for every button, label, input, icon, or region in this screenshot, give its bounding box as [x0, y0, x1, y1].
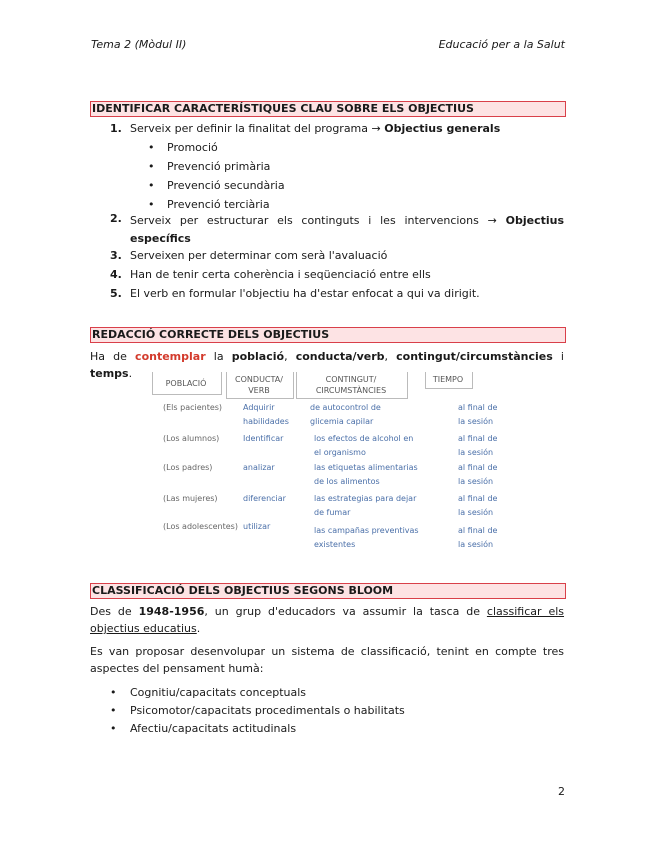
list-item: El verb en formular l'objectiu ha d'estar enfocat a qui va dirigit. — [130, 287, 480, 300]
sub-list-item: Prevenció secundària — [167, 179, 285, 192]
table-header: TIEMPO — [432, 375, 464, 384]
table-header: POBLACIÓ — [165, 379, 207, 388]
section-title-redaction: REDACCIÓ CORRECTE DELS OBJECTIUS — [90, 327, 566, 343]
table-cell: diferenciar — [243, 494, 286, 503]
bullet-icon: • — [148, 141, 155, 154]
list-number: 2. — [110, 212, 122, 225]
table-cell: (Los padres) — [163, 463, 213, 472]
bullet-icon: • — [148, 198, 155, 211]
list-item: Han de tenir certa coherència i seqüenciació entre ells — [130, 268, 431, 281]
list-item: Serveix per definir la finalitat del programa → Objectius generals — [130, 122, 501, 135]
list-number: 1. — [110, 122, 122, 135]
list-item: Serveixen per determinar com serà l'avaluació — [130, 249, 388, 262]
table-cell: al final de la sesión — [458, 494, 498, 517]
header-left: Tema 2 (Mòdul II) — [91, 38, 187, 51]
page-number: 2 — [558, 785, 565, 798]
table-cell: las estrategias para dejar de fumar — [314, 494, 417, 517]
table-cell: las campañas preventivas existentes — [314, 526, 419, 549]
section-title-characteristics: IDENTIFICAR CARACTERÍSTIQUES CLAU SOBRE ELS OBJECTIUS — [90, 101, 566, 117]
bullet-icon: • — [148, 179, 155, 192]
list-number: 5. — [110, 287, 122, 300]
sub-list-item: Prevenció primària — [167, 160, 271, 173]
table-header: CONTINGUT/ CIRCUMSTÀNCIES — [315, 375, 387, 395]
table-cell: (Els pacientes) — [163, 403, 223, 412]
list-item: Afectiu/capacitats actitudinals — [130, 722, 297, 735]
list-number: 4. — [110, 268, 122, 281]
table-cell: utilizar — [243, 522, 271, 531]
table-cell: al final de la sesión — [458, 463, 498, 486]
sub-list-item: Prevenció terciària — [167, 198, 270, 211]
table-cell: las etiquetas alimentarias de los alimentos — [314, 463, 418, 486]
sub-list-item: Promoció — [167, 141, 218, 154]
table-cell: de autocontrol de glicemia capilar — [310, 403, 381, 426]
table-cell: al final de la sesión — [458, 434, 498, 457]
table-cell: (Los alumnos) — [163, 434, 220, 443]
paragraph-classification: Es van proposar desenvolupar un sistema de classificació, tenint en compte tres aspectes del pensament humà: — [90, 645, 564, 675]
bullet-icon: • — [110, 722, 117, 735]
section-title-bloom: CLASSIFICACIÓ DELS OBJECTIUS SEGONS BLOOM — [90, 583, 566, 599]
table-cell: Identificar — [243, 434, 284, 443]
bullet-icon: • — [110, 704, 117, 717]
table-cell: (Los adolescentes) — [163, 522, 238, 531]
list-number: 3. — [110, 249, 122, 262]
bullet-icon: • — [110, 686, 117, 699]
table-cell: Adquirir habilidades — [243, 403, 289, 426]
header-right: Educació per a la Salut — [438, 38, 565, 51]
table-cell: los efectos de alcohol en el organismo — [314, 434, 414, 457]
list-item: Psicomotor/capacitats procedimentals o habilitats — [130, 704, 405, 717]
table-cell: (Las mujeres) — [163, 494, 218, 503]
list-item: Cognitiu/capacitats conceptuals — [130, 686, 307, 699]
table-header: CONDUCTA/ VERB — [235, 375, 283, 395]
list-item: Serveix per estructurar els continguts i les intervencions → Objectius específics — [130, 214, 564, 245]
paragraph-history: Des de 1948-1956, un grup d'educadors va assumir la tasca de classificar els objectius educatius. — [90, 605, 565, 635]
bullet-icon: • — [148, 160, 155, 173]
paragraph-contemplar: Ha de contemplar la població, conducta/verb, contingut/circumstàncies i temps. — [90, 350, 564, 380]
table-cell: al final de la sesión — [458, 403, 498, 426]
table-cell: analizar — [243, 463, 275, 472]
table-cell: al final de la sesión — [458, 526, 498, 549]
